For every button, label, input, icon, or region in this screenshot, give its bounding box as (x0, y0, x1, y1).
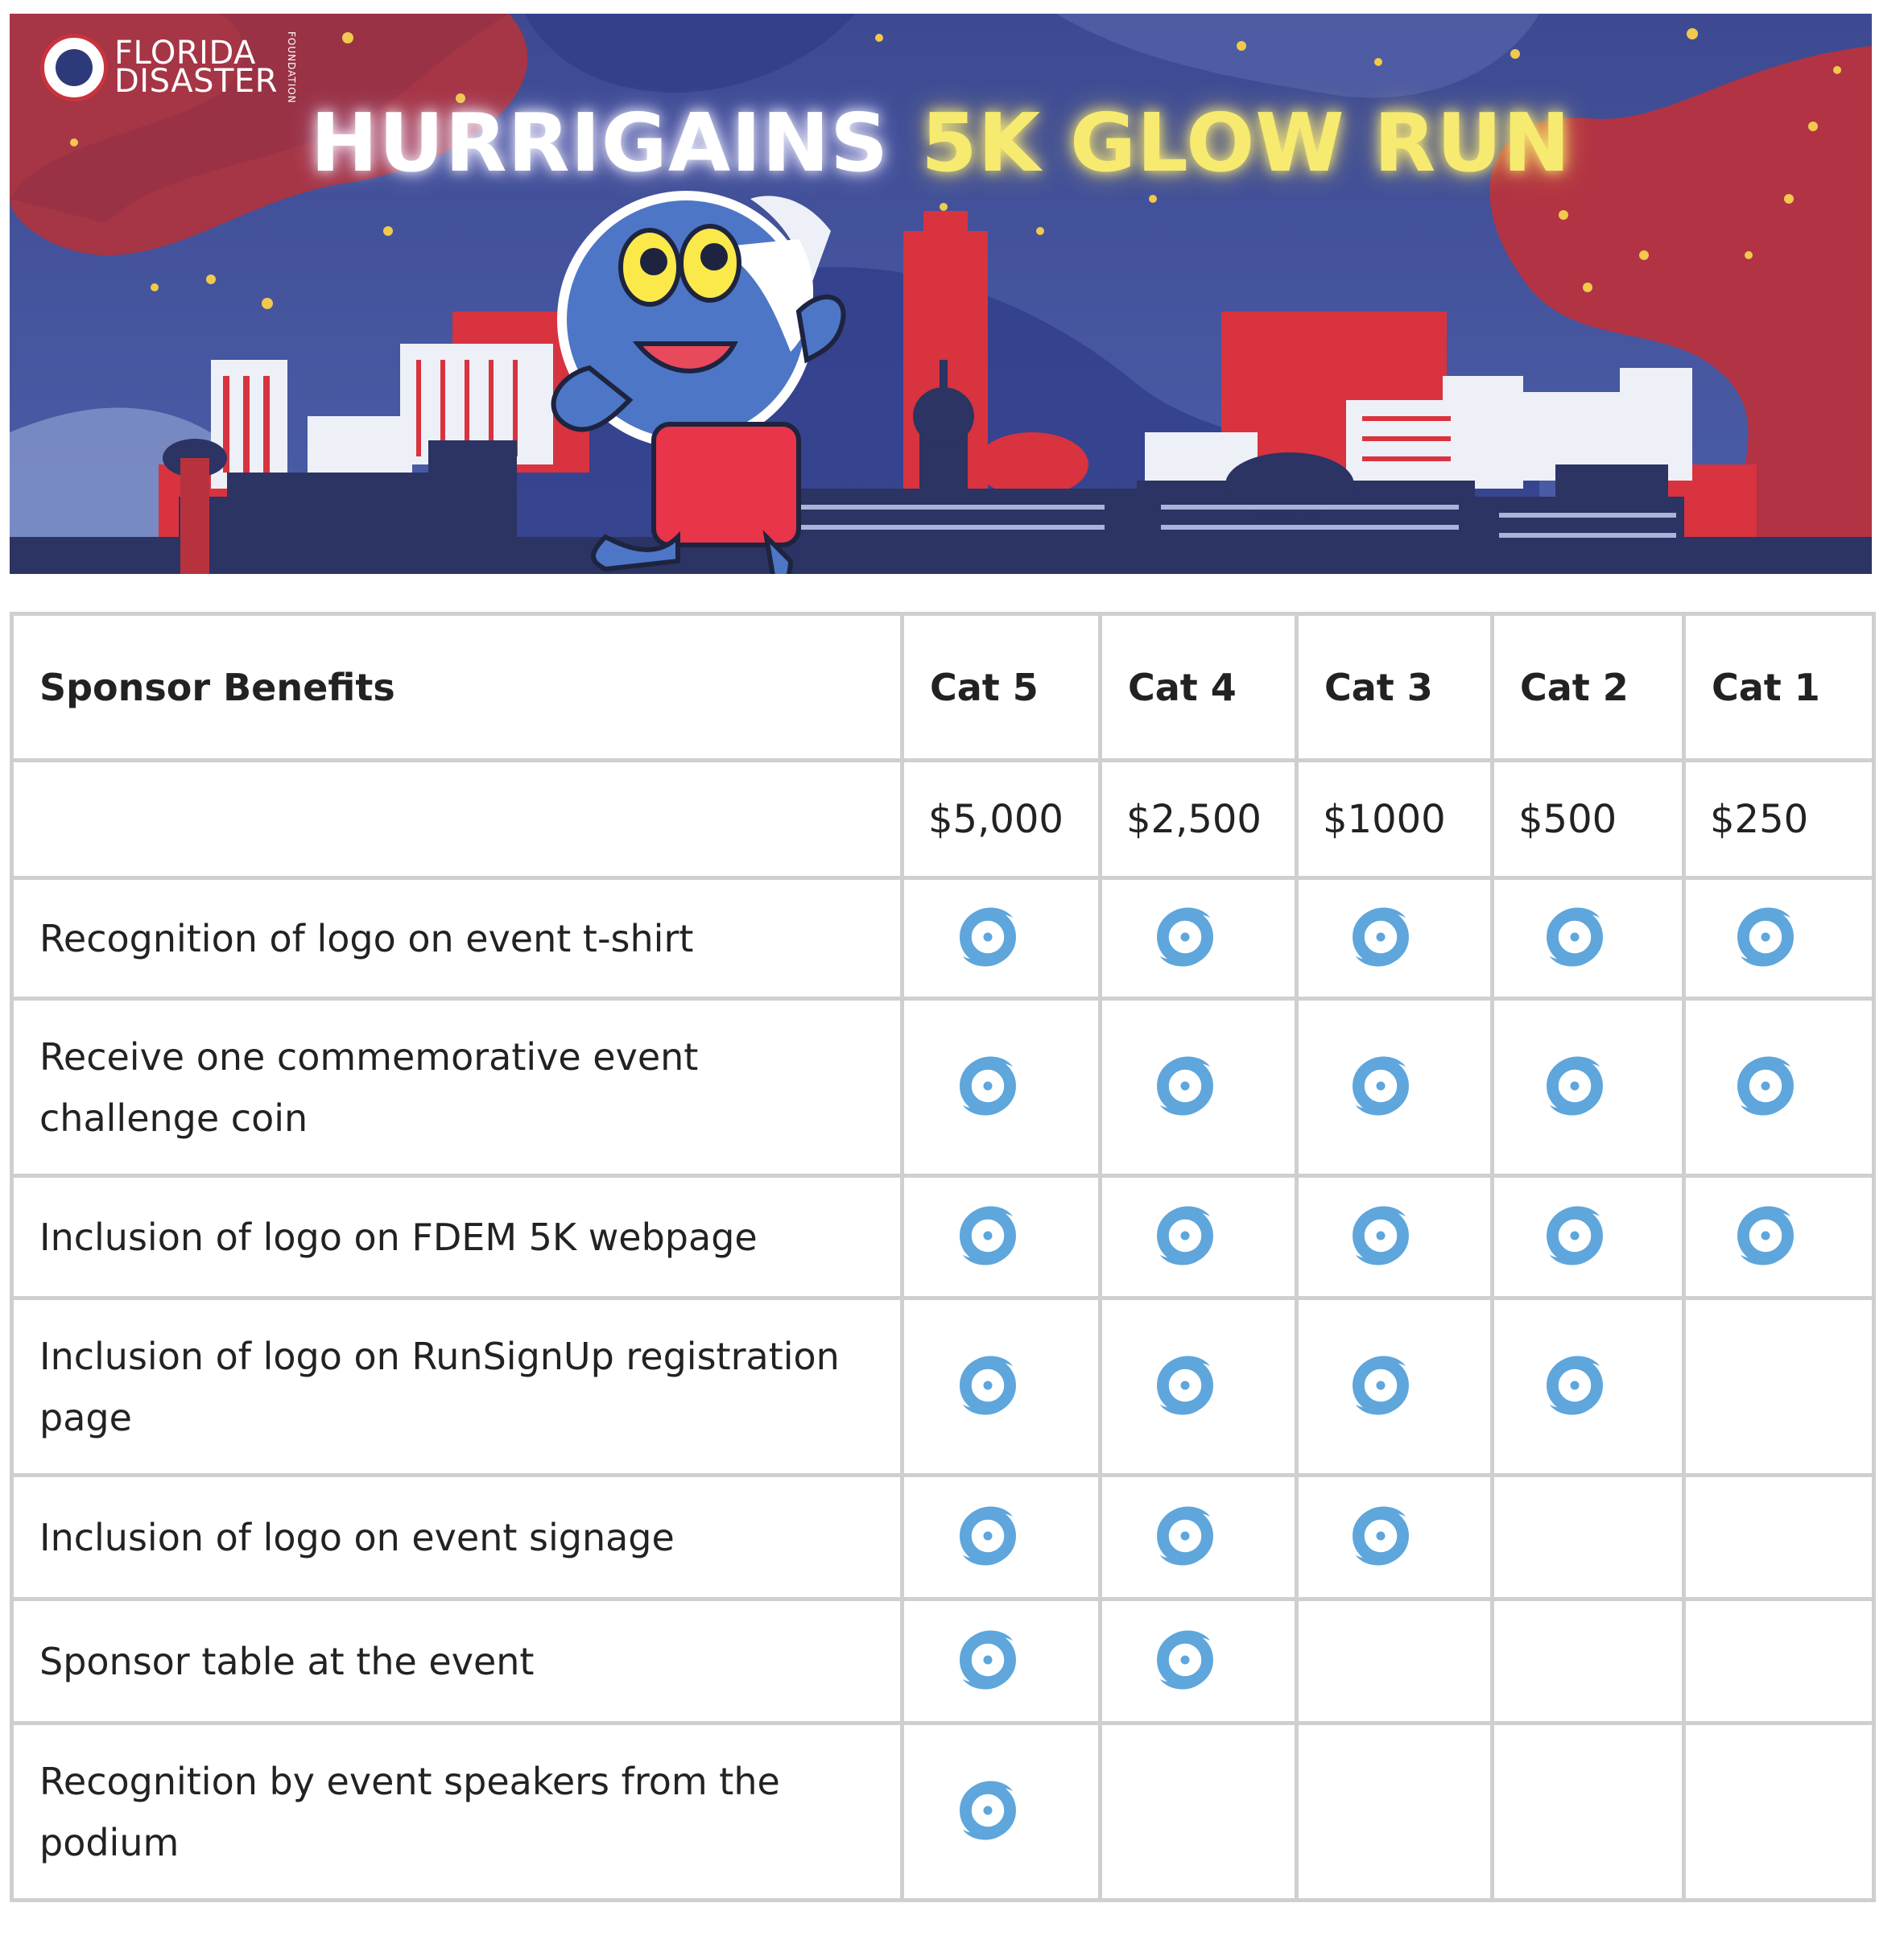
hurricane-icon (1148, 1199, 1222, 1273)
hurricane-icon (951, 1773, 1025, 1847)
benefit-row (12, 1176, 1874, 1298)
logo-line-1: FLORIDA (114, 34, 256, 72)
benefit-label: Recognition by event speakers from the podium (12, 1723, 902, 1901)
florida-disaster-foundation-logo (40, 31, 297, 104)
hurricane-icon (1148, 1348, 1222, 1422)
hurricane-icon (1148, 1623, 1222, 1697)
price-cat4: $2,500 (1101, 761, 1297, 878)
hurricane-icon (1148, 1499, 1222, 1573)
benefit-cell-cat5 (902, 1176, 1101, 1298)
benefit-cell-cat1 (1684, 878, 1874, 999)
benefit-label: Inclusion of logo on FDEM 5K webpage (12, 1176, 902, 1298)
benefit-row (12, 1298, 1874, 1476)
price-cat5: $5,000 (902, 761, 1101, 878)
price-row (12, 761, 1874, 878)
benefit-cell-cat2 (1493, 1600, 1684, 1723)
benefit-cell-cat1 (1684, 1723, 1874, 1901)
benefit-cell-cat1 (1684, 999, 1874, 1176)
hurricane-icon (951, 1623, 1025, 1697)
benefit-cell-cat5 (902, 878, 1101, 999)
benefit-cell-cat2 (1493, 878, 1684, 999)
title-hurrigains: HURRIGAINS (310, 96, 890, 190)
benefit-cell-cat4 (1101, 1723, 1297, 1901)
hurricane-icon (1538, 900, 1612, 974)
hurricane-icon (1728, 900, 1803, 974)
hurricane-icon (1344, 1199, 1418, 1273)
header-sponsor-benefits: Sponsor Benefits (12, 614, 902, 761)
benefit-cell-cat3 (1297, 1298, 1493, 1476)
benefit-cell-cat3 (1297, 1476, 1493, 1600)
hurricane-icon (951, 1348, 1025, 1422)
header-cat5: Cat 5 (902, 614, 1101, 761)
benefit-label: Inclusion of logo on event signage (12, 1476, 902, 1600)
benefit-row (12, 1600, 1874, 1723)
benefit-cell-cat4 (1101, 999, 1297, 1176)
benefit-row (12, 1476, 1874, 1600)
hurricane-icon (951, 1199, 1025, 1273)
benefit-row (12, 878, 1874, 999)
benefit-cell-cat4 (1101, 1600, 1297, 1723)
benefit-cell-cat1 (1684, 1600, 1874, 1723)
header-cat2: Cat 2 (1493, 614, 1684, 761)
benefit-label: Inclusion of logo on RunSignUp registration page (12, 1298, 902, 1476)
sponsor-benefits-table-wrap (10, 612, 1872, 1902)
hurricane-icon (951, 1499, 1025, 1573)
hurricane-icon (1344, 1499, 1418, 1573)
logo-side-text: FOUNDATION (285, 31, 297, 104)
benefit-cell-cat1 (1684, 1476, 1874, 1600)
benefit-label: Receive one commemorative event challenge coin (12, 999, 902, 1176)
benefit-cell-cat1 (1684, 1298, 1874, 1476)
benefit-cell-cat4 (1101, 878, 1297, 999)
price-row-label (12, 761, 902, 878)
benefit-cell-cat3 (1297, 1176, 1493, 1298)
benefit-cell-cat3 (1297, 999, 1493, 1176)
benefit-cell-cat3 (1297, 1723, 1493, 1901)
benefit-cell-cat5 (902, 1723, 1101, 1901)
hurricane-icon (1148, 1049, 1222, 1123)
benefit-cell-cat2 (1493, 999, 1684, 1176)
header-cat3: Cat 3 (1297, 614, 1493, 761)
hurricane-icon (1344, 1049, 1418, 1123)
benefit-cell-cat4 (1101, 1298, 1297, 1476)
hurricane-icon (1344, 900, 1418, 974)
event-title (10, 96, 1872, 190)
benefit-cell-cat2 (1493, 1476, 1684, 1600)
benefit-cell-cat5 (902, 999, 1101, 1176)
benefit-cell-cat5 (902, 1298, 1101, 1476)
price-cat1: $250 (1684, 761, 1874, 878)
benefit-cell-cat4 (1101, 1476, 1297, 1600)
price-cat3: $1000 (1297, 761, 1493, 878)
hurricane-icon (1728, 1049, 1803, 1123)
benefit-cell-cat3 (1297, 878, 1493, 999)
benefit-cell-cat5 (902, 1476, 1101, 1600)
logo-line-2: DISASTER (114, 62, 278, 100)
benefit-cell-cat1 (1684, 1176, 1874, 1298)
hurricane-icon (951, 1049, 1025, 1123)
benefit-label: Recognition of logo on event t-shirt (12, 878, 902, 999)
benefit-cell-cat2 (1493, 1176, 1684, 1298)
header-cat1: Cat 1 (1684, 614, 1874, 761)
hurricane-icon (1148, 900, 1222, 974)
benefit-label: Sponsor table at the event (12, 1600, 902, 1723)
benefit-cell-cat3 (1297, 1600, 1493, 1723)
sponsor-benefits-table (10, 612, 1876, 1902)
benefit-cell-cat5 (902, 1600, 1101, 1723)
hurricane-icon (1728, 1199, 1803, 1273)
header-cat4: Cat 4 (1101, 614, 1297, 761)
benefit-row (12, 999, 1874, 1176)
title-5k-glow-run: 5K GLOW RUN (921, 96, 1572, 190)
benefit-cell-cat2 (1493, 1723, 1684, 1901)
hurricane-icon (1538, 1199, 1612, 1273)
header-row (12, 614, 1874, 761)
benefit-row (12, 1723, 1874, 1901)
state-seal-icon (40, 34, 108, 101)
hurricane-icon (1538, 1049, 1612, 1123)
hurricane-icon (1344, 1348, 1418, 1422)
benefit-cell-cat2 (1493, 1298, 1684, 1476)
hurricane-icon (951, 900, 1025, 974)
event-banner (10, 14, 1872, 574)
price-cat2: $500 (1493, 761, 1684, 878)
benefit-cell-cat4 (1101, 1176, 1297, 1298)
hurricane-icon (1538, 1348, 1612, 1422)
